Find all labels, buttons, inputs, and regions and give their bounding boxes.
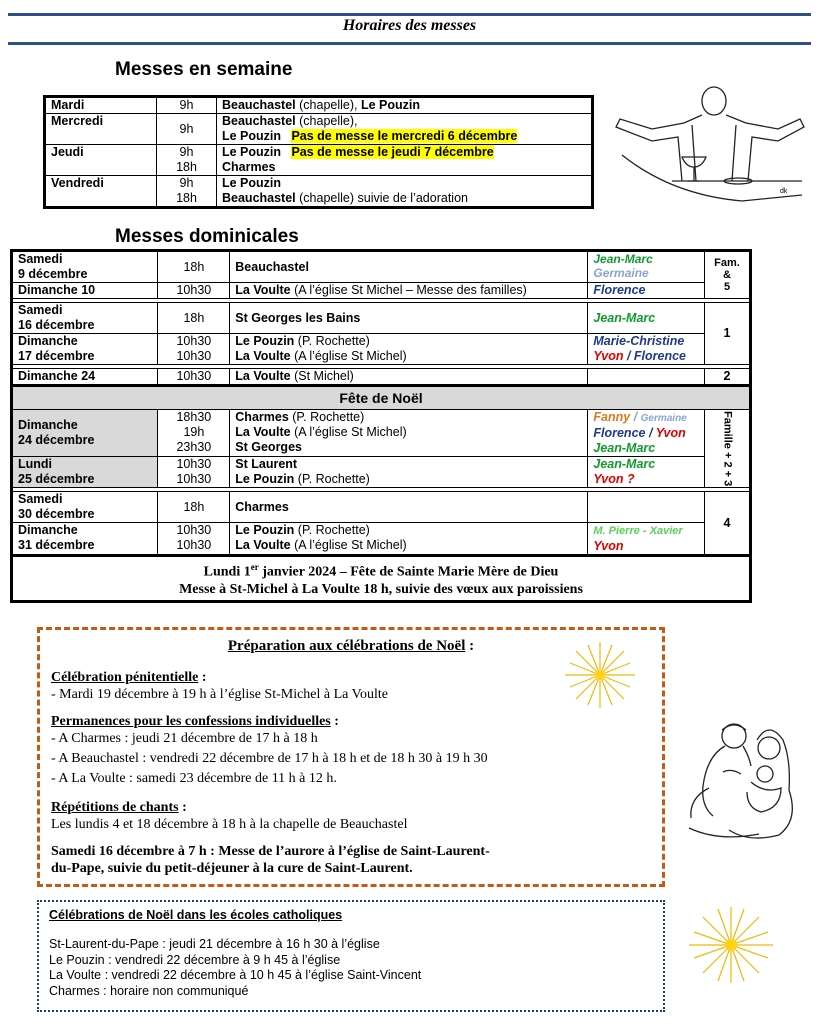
no-mass-highlight: Pas de messe le mercredi 6 décembre — [291, 129, 518, 143]
svg-text:dk: dk — [780, 188, 788, 195]
weekday-title: Messes en semaine — [115, 59, 293, 80]
holy-family-illustration — [679, 718, 809, 843]
no-mass-highlight: Pas de messe le jeudi 7 décembre — [291, 145, 494, 159]
schools-box: Célébrations de Noël dans les écoles catholiques St-Laurent-du-Pape : jeudi 21 décembre à 16 h 30 à l’église Le Pouzin : vendredi 22 décembre à 9 h 45 à l’église La Voulte : vendredi 22 décembre à 10 h 45 à l’église Saint-Vincent Charmes : horaire non communiqué — [37, 900, 665, 1012]
noel-heading: Fête de Noël — [12, 386, 751, 410]
table-row: Lundi 1er janvier 2024 – Fête de Sainte Marie Mère de Dieu Messe à St-Michel à La Voulte 18 h, suivie des vœux aux paroissiens — [12, 556, 751, 602]
table-row: Dimanche 17 décembre 10h30 10h30 Le Pouzin (P. Rochette) La Voulte (A l’église St Michel) Marie-Christine Yvon / Florence — [12, 334, 751, 365]
table-row — [12, 386, 751, 410]
table-row: Dimanche 10 10h30 La Voulte (A l’église St Michel – Messe des familles) Florence — [12, 283, 751, 299]
table-row: Lundi 25 décembre 10h30 10h30 St Laurent Le Pouzin (P. Rochette) Jean-Marc Yvon ? — [12, 457, 751, 488]
star-icon — [560, 640, 640, 710]
preparation-title: Préparation aux célébrations de Noël — [227, 638, 466, 654]
table-row: Mardi 9h Beauchastel (chapelle), Le Pouzin — [45, 97, 593, 114]
page-title: Horaires des messes — [342, 17, 477, 34]
weekday-table — [43, 95, 594, 209]
table-row: Dimanche 31 décembre 10h30 10h30 Le Pouzin (P. Rochette) La Voulte (A l’église St Michel) M. Pierre - Xavier Yvon — [12, 523, 751, 556]
sunday-table — [10, 249, 752, 603]
choir-heading: Répétitions de chants — [51, 800, 179, 815]
sunday-title: Messes dominicales — [115, 226, 299, 247]
dawn-mass-note: Samedi 16 décembre à 7 h : Messe de l’aurore à l’église de Saint-Laurent- du-Pape, suivie du petit-déjeuner à la cure de Saint-Laurent. — [51, 844, 490, 876]
confessions-heading: Permanences pour les confessions individuelles — [51, 714, 331, 729]
top-rule — [8, 13, 811, 16]
schools-title: Célébrations de Noël dans les écoles catholiques — [49, 908, 343, 922]
table-row: Vendredi 9h 18h Le Pouzin Beauchastel (chapelle) suivie de l’adoration — [45, 176, 593, 208]
table-row: Samedi 30 décembre 18h Charmes 4 — [12, 492, 751, 523]
table-row: Dimanche 24 10h30 La Voulte (St Michel) 2 — [12, 369, 751, 386]
header-rule — [8, 42, 811, 45]
star-icon — [686, 905, 776, 985]
table-row: Samedi 9 décembre 18h Beauchastel Jean-Marc Germaine Fam. & 5 — [12, 251, 751, 283]
table-row: Mercredi 9h Beauchastel (chapelle), Le Pouzin Pas de messe le mercredi 6 décembre — [45, 114, 593, 145]
table-row: Dimanche 24 décembre 18h30 19h 23h30 Charmes (P. Rochette) La Voulte (A l’église St Michel) St Georges Fanny / Germaine Florence / Yvon Jean-Marc Famille + 2 + 3 — [12, 410, 751, 457]
table-row: Samedi 16 décembre 18h St Georges les Bains Jean-Marc 1 — [12, 303, 751, 334]
family-label: Famille + 2 + 3 — [721, 410, 734, 487]
penitential-heading: Célébration pénitentielle — [51, 670, 199, 685]
priest-illustration — [612, 85, 807, 205]
preparation-box: Préparation aux célébrations de Noël : Célébration pénitentielle : - Mardi 19 décembre à 19 h à l’église St-Michel à La Voulte Permanences pour les confessions individuelles : - A Charmes : jeudi 21 décembre de 17 h à 18 h - A Beauchastel : vendredi 22 décembre de 17 h à 18 h et de 18 h 30 à 19 h 30 - A La Voulte : samedi 23 décembre de 11 h à 12 h. Répétitions de chants : Les lundis 4 et 18 décembre à 18 h à la chapelle de Beauchastel Samedi 16 décembre à 7 h : Messe de l’aurore à l’église de Saint-Laurent- du-Pape, suivie du petit-déjeuner à la cure de Saint-Laurent. — [37, 627, 665, 887]
table-row: Jeudi 9h 18h Le Pouzin Pas de messe le jeudi 7 décembre Charmes — [45, 145, 593, 176]
